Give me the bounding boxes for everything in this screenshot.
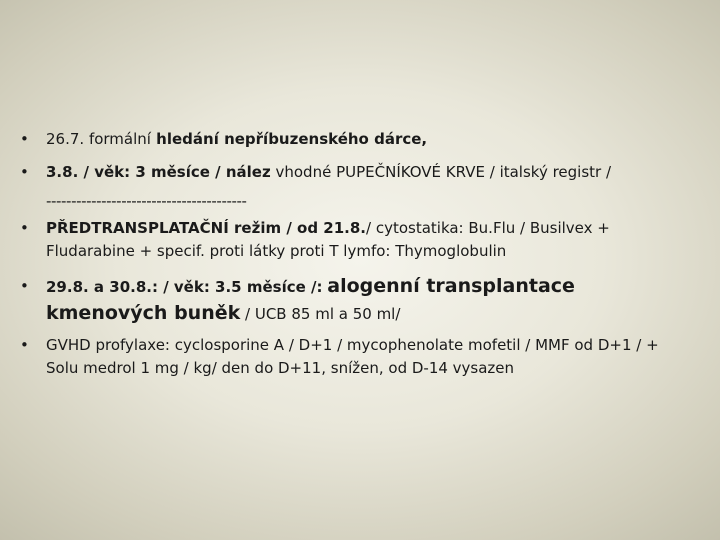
bullet-text-highlight: alogenní transplantace kmenových buněk	[46, 275, 575, 324]
bullet-marker: •	[20, 130, 29, 148]
bullet-text-normal: / cytostatika: Bu.Flu / Busilvex + Fludarabine + specif. proti látky proti T lymfo: Thymoglobulin	[46, 219, 610, 260]
bullet-text-normal: vhodné PUPEČNÍKOVÉ KRVE / italský registr /	[270, 163, 612, 181]
bullet-item-5	[20, 334, 671, 380]
separator-dashes: ----------------------------------------	[46, 192, 247, 210]
bullet-text-date: 26.7.	[46, 130, 89, 148]
bullet-item-1	[20, 128, 696, 151]
bullet-text-bold: 29.8. a 30.8.: / věk: 3.5 měsíce /:	[46, 278, 323, 296]
bullet-text-bold: PŘEDTRANSPLATAČNÍ režim / od 21.8.	[46, 219, 366, 237]
bullet-item-3	[20, 217, 666, 263]
bullet-text-normal: / UCB 85 ml a 50 ml/	[240, 305, 401, 323]
bullet-marker: •	[20, 336, 29, 354]
bullet-text-bold: hledání nepříbuzenského dárce,	[150, 130, 428, 148]
bullet-text-normal: formální	[88, 130, 151, 148]
bullet-text-bold: 3.8. / věk: 3 měsíce / nález	[46, 163, 271, 181]
bullet-marker: •	[20, 219, 29, 237]
bullet-text-normal: GVHD profylaxe: cyclosporine A / D+1 / mycophenolate mofetil / MMF od D+1 / + Solu medrol 1 mg / kg/ den do D+11, snížen, od D-14 vysazen	[46, 336, 659, 377]
bullet-marker: •	[20, 163, 29, 181]
bullet-item-2	[20, 161, 696, 184]
bullet-marker: •	[20, 277, 29, 295]
bullet-item-4	[20, 273, 666, 327]
